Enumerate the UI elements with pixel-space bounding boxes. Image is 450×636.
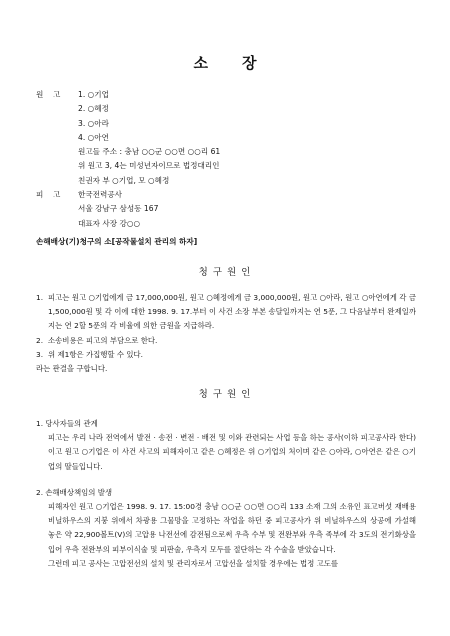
claims-block (36, 291, 416, 376)
claim-item (36, 334, 416, 348)
claim-text: 소송비용은 피고의 부담으로 한다. (48, 335, 158, 345)
plaintiff-role: 원 고 (36, 90, 61, 99)
claim-heading: 청 구 원 인 (198, 267, 252, 278)
claim-number: 2. (36, 335, 44, 345)
claim-text: 위 제1항은 가집행할 수 있다. (48, 349, 143, 359)
claim-number: 1. (36, 293, 44, 302)
defendant-role: 피 고 (36, 190, 61, 200)
claim-number: 3. (36, 349, 44, 359)
plaintiff-line: 1. ○기업 (78, 90, 109, 99)
reason-paragraph: 그런데 피고 공사는 고압전선의 설치 및 관리자로서 고압선을 설치할 경우에는 법정 고도를 (48, 558, 339, 568)
reason-section-title: 2. 손해배상책임의 발생 (36, 487, 113, 497)
claim-text: 피고는 원고 ○기업에게 금 17,000,000원, 원고 ○혜정에게 금 3,000,000원, 원고 ○아라, 원고 ○아연에게 각 금 1,500,000원 및 각 이에 대한 1998. 9. 17.부터 이 사건 소장 부본 송달일까지는 연 5푼, 그 다음날부터 완제일까지는 연 2할 5푼의 각 비율에 의한 금원을 지급하라. (48, 293, 416, 331)
document-title (0, 52, 450, 73)
claim-item (36, 291, 416, 334)
case-title: 손해배상(기)청구의 소[공작물설치 관리의 하자] (36, 237, 198, 246)
plaintiff-line: 원고들 주소 : 충남 ○○군 ○○면 ○○리 61 (78, 147, 221, 157)
defendant-row (36, 188, 436, 231)
plaintiff-line: 3. ○아라 (78, 118, 109, 128)
plaintiff-line: 4. ○아연 (78, 132, 109, 142)
defendant-line: 서울 강남구 삼성동 167 (78, 204, 159, 214)
reason-heading: 청 구 원 인 (198, 389, 252, 400)
title-char-2: 장 (242, 54, 257, 72)
plaintiff-line: 위 원고 3, 4는 미성년자이므로 법정대리인 (78, 161, 220, 171)
plaintiff-row (36, 88, 436, 188)
claims-closing: 라는 판결을 구합니다. (36, 364, 108, 374)
parties-block (36, 88, 436, 231)
plaintiff-line: 친권자 부 ○기업, 모 ○혜정 (78, 175, 170, 185)
reason-section-title: 1. 당사자들의 관계 (36, 419, 98, 428)
defendant-lines (78, 188, 158, 231)
defendant-line: 한국전력공사 (78, 190, 123, 200)
reasons-block (36, 417, 416, 571)
claim-item (36, 348, 416, 362)
plaintiff-line: 2. ○혜정 (78, 104, 109, 114)
reason-paragraph: 피고는 우리 나라 전역에서 발전 · 송전 · 변전 · 배전 및 이와 관련되는 사업 등을 하는 공사(이하 피고공사라 한다)이고 원고 ○기업은 이 사건 사고의 피해자이고 같은 ○혜정은 위 ○기업의 처이며 같은 ○아라, ○아연은 같은 ○기업의 딸들입니다. (48, 433, 416, 471)
reason-paragraph: 피해자인 원고 ○기업은 1998. 9. 17. 15:00경 충남 ○○군 ○○면 ○○리 133 소재 그의 소유인 표고버섯 재배용 비닐하우스의 지붕 위에서 차광용 그물망을 고정하는 작업을 하던 중 피고공사가 위 비닐하우스의 상공에 가설해 놓은 약 22,900볼트(V)의 고압용 나전선에 감전됨으로써 우측 수부 및 전완부와 우측 족부에 각 3도의 전기화상을 입어 우측 전완부의 피부이식술 및 피판술, 우측지 모두를 절단하는 각 수술을 받았습니다. (48, 502, 416, 554)
title-char-1: 소 (193, 54, 208, 72)
defendant-line: 대표자 사장 강○○ (78, 218, 141, 228)
plaintiff-lines (78, 88, 220, 188)
